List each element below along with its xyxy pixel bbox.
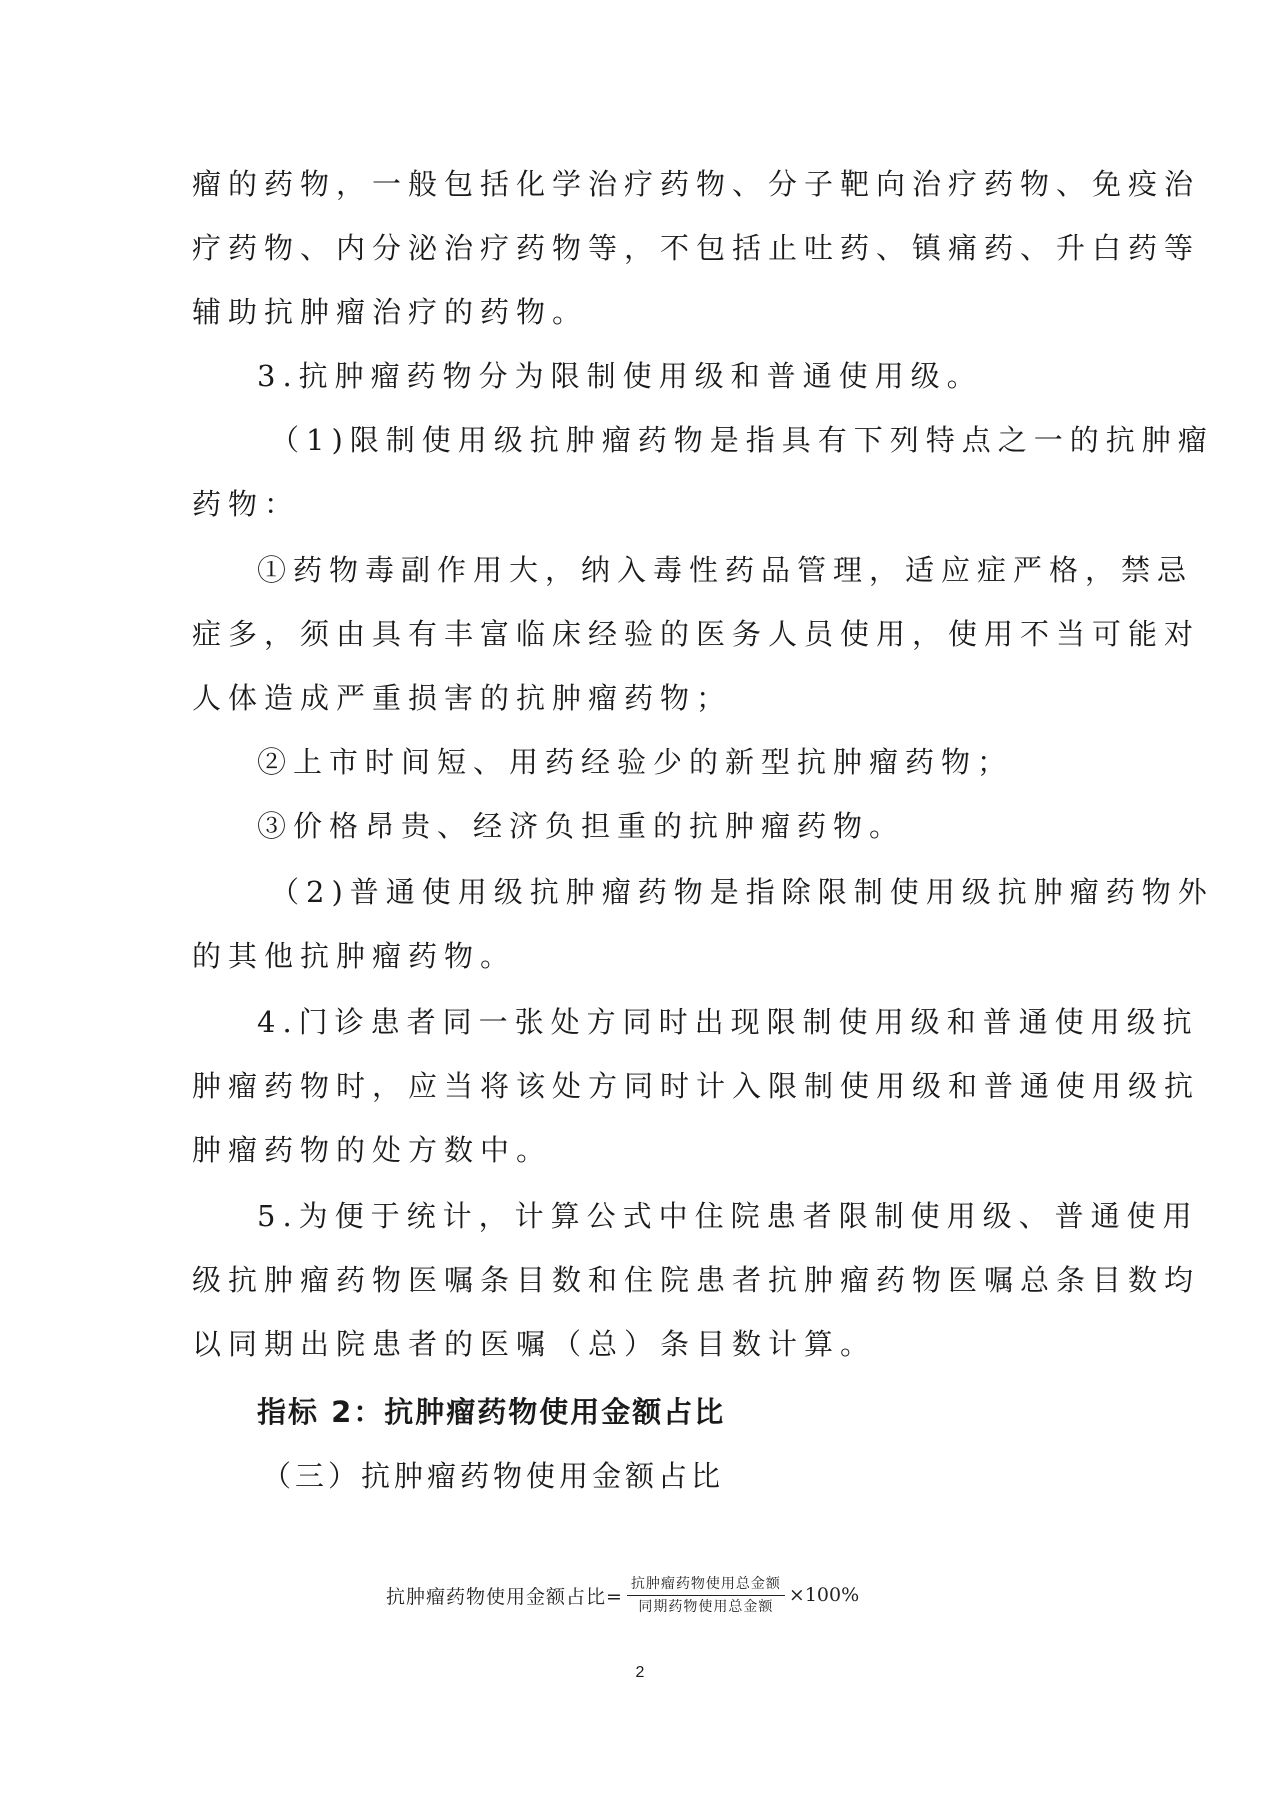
- fraction-bar: [627, 1595, 785, 1596]
- paragraph-line: ②上市时间短、用药经验少的新型抗肿瘤药物；: [257, 745, 1014, 779]
- paragraph-line: 的其他抗肿瘤药物。: [192, 939, 517, 973]
- paragraph-line: （1)限制使用级抗肿瘤药物是指具有下列特点之一的抗肿瘤: [270, 423, 1214, 457]
- paragraph-line: 瘤的药物，一般包括化学治疗药物、分子靶向治疗药物、免疫治: [192, 167, 1201, 201]
- paragraph-line: 药物：: [192, 487, 301, 521]
- paragraph-line: ①药物毒副作用大，纳入毒性药品管理，适应症严格，禁忌: [257, 553, 1194, 587]
- paragraph-line: ③价格昂贵、经济负担重的抗肿瘤药物。: [257, 809, 906, 843]
- page-number: 2: [635, 1664, 645, 1681]
- paragraph-line: （2)普通使用级抗肿瘤药物是指除限制使用级抗肿瘤药物外: [270, 875, 1214, 909]
- paragraph-line: 症多，须由具有丰富临床经验的医务人员使用，使用不当可能对: [192, 617, 1201, 651]
- formula-fraction: [627, 1574, 785, 1617]
- formula-multiplier: ×100%: [788, 1584, 860, 1606]
- formula-numerator: 抗肿瘤药物使用总金额: [630, 1575, 781, 1592]
- paragraph-line: 人体造成严重损害的抗肿瘤药物；: [192, 681, 733, 715]
- paragraph-line: 3.抗肿瘤药物分为限制使用级和普通使用级。: [257, 359, 983, 393]
- formula: [386, 1560, 859, 1630]
- paragraph-line: 以同期出院患者的医嘱（总）条目数计算。: [192, 1327, 877, 1361]
- paragraph-line: 5.为便于统计，计算公式中住院患者限制使用级、普通使用: [257, 1199, 1199, 1233]
- formula-lhs: 抗肿瘤药物使用金额占比=: [386, 1585, 623, 1608]
- indicator-heading: 指标 2：抗肿瘤药物使用金额占比: [257, 1395, 726, 1429]
- paragraph-line: 4.门诊患者同一张处方同时出现限制使用级和普通使用级抗: [257, 1005, 1199, 1039]
- paragraph-line: 辅助抗肿瘤治疗的药物。: [192, 295, 589, 329]
- section-heading: （三）抗肿瘤药物使用金额占比: [262, 1459, 725, 1493]
- paragraph-line: 肿瘤药物时，应当将该处方同时计入限制使用级和普通使用级抗: [192, 1069, 1201, 1103]
- formula-denominator: 同期药物使用总金额: [638, 1598, 774, 1615]
- paragraph-line: 疗药物、内分泌治疗药物等，不包括止吐药、镇痛药、升白药等: [192, 231, 1201, 265]
- paragraph-line: 肿瘤药物的处方数中。: [192, 1133, 553, 1167]
- paragraph-line: 级抗肿瘤药物医嘱条目数和住院患者抗肿瘤药物医嘱总条目数均: [192, 1263, 1201, 1297]
